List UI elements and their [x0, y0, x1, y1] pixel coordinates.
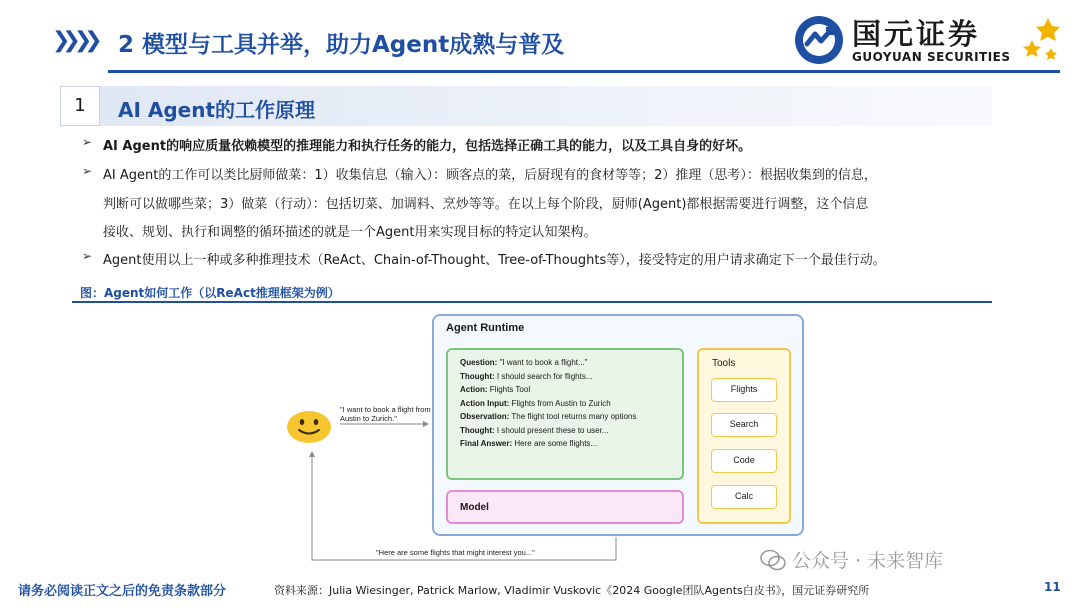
bullet-marker-icon: ➢ — [82, 164, 93, 178]
section-title: AI Agent的工作原理 — [118, 98, 316, 122]
logo-stars-icon — [1018, 16, 1062, 68]
model-label: Model — [460, 502, 489, 513]
watermark-text: 公众号 · 未来智库 — [792, 550, 944, 572]
bullet-2-line-3: 接收、规划、执行和调整的循环描述的就是一个Agent用来实现目标的特定认知架构。 — [103, 225, 597, 240]
trace-line: Thought: I should present these to user... — [460, 425, 609, 435]
figure-caption-divider — [72, 301, 992, 303]
guoyuan-logo-icon — [793, 14, 845, 66]
trace-line: Final Answer: Here are some flights... — [460, 439, 598, 448]
trace-line: Question: "I want to book a flight..." — [460, 358, 588, 367]
bullet-marker-icon: ➢ — [82, 135, 93, 149]
trace-line: Action: Flights Tool — [460, 385, 531, 394]
header-divider — [108, 70, 1060, 73]
trace-line: Thought: I should search for flights... — [460, 371, 593, 381]
tool-code: Code — [711, 449, 777, 473]
section-heading — [60, 86, 992, 126]
tool-flights: Flights — [711, 378, 777, 402]
source-text: 资料来源：Julia Wiesinger, Patrick Marlow, Vladimir Vuskovic《2024 Google团队Agents白皮书》，国元证券研究所 — [274, 584, 870, 597]
user-smiley-icon — [286, 410, 332, 444]
tool-search: Search — [711, 413, 777, 437]
wechat-icon — [760, 549, 786, 571]
title-arrows-icon: ❯❯ ❯❯ — [52, 28, 95, 53]
bullet-1-text: AI Agent的响应质量依赖模型的推理能力和执行任务的能力，包括选择正确工具的能力，以及工具自身的好坏。 — [103, 139, 752, 154]
figure-caption: 图：Agent如何工作（以ReAct推理框架为例） — [80, 286, 340, 300]
bullet-marker-icon: ➢ — [82, 249, 93, 263]
bullet-3-text: Agent使用以上一种或多种推理技术（ReAct、Chain-of-Thought、Tree-of-Thoughts等），接受特定的用户请求确定下一个最佳行动。 — [103, 253, 886, 268]
agent-runtime-title: Agent Runtime — [446, 322, 525, 334]
logo-english-text: GUOYUAN SECURITIES — [852, 50, 1011, 64]
tool-calc: Calc — [711, 485, 777, 509]
trace-line: Action Input: Flights from Austin to Zurich — [460, 398, 611, 408]
user-request-text: "I want to book a flight from Austin to Zurich." — [340, 405, 431, 423]
logo-chinese-text: 国元证券 — [852, 17, 981, 51]
trace-line: Observation: The flight tool returns many options — [460, 412, 637, 421]
agent-reply-text: "Here are some flights that might interest you..." — [376, 548, 535, 557]
section-number: 1 — [60, 86, 100, 126]
page-header — [0, 0, 1080, 76]
bullet-2-line-2: 判断可以做哪些菜；3）做菜（行动）：包括切菜、加调料、烹炒等等。在以上每个阶段，厨师(Agent)都根据需要进行调整，这个信息 — [103, 197, 869, 212]
bullet-2-line-1: AI Agent的工作可以类比厨师做菜：1）收集信息（输入）：顾客点的菜，后厨现有的食材等等；2）推理（思考）：根据收集到的信息， — [103, 168, 877, 183]
disclaimer-text: 请务必阅读正文之后的免责条款部分 — [18, 584, 227, 599]
tools-label: Tools — [712, 358, 736, 369]
page-title: 2 模型与工具并举，助力Agent成熟与普及 — [118, 32, 565, 58]
page-number: 11 — [1044, 580, 1061, 594]
reasoning-trace — [460, 356, 636, 451]
